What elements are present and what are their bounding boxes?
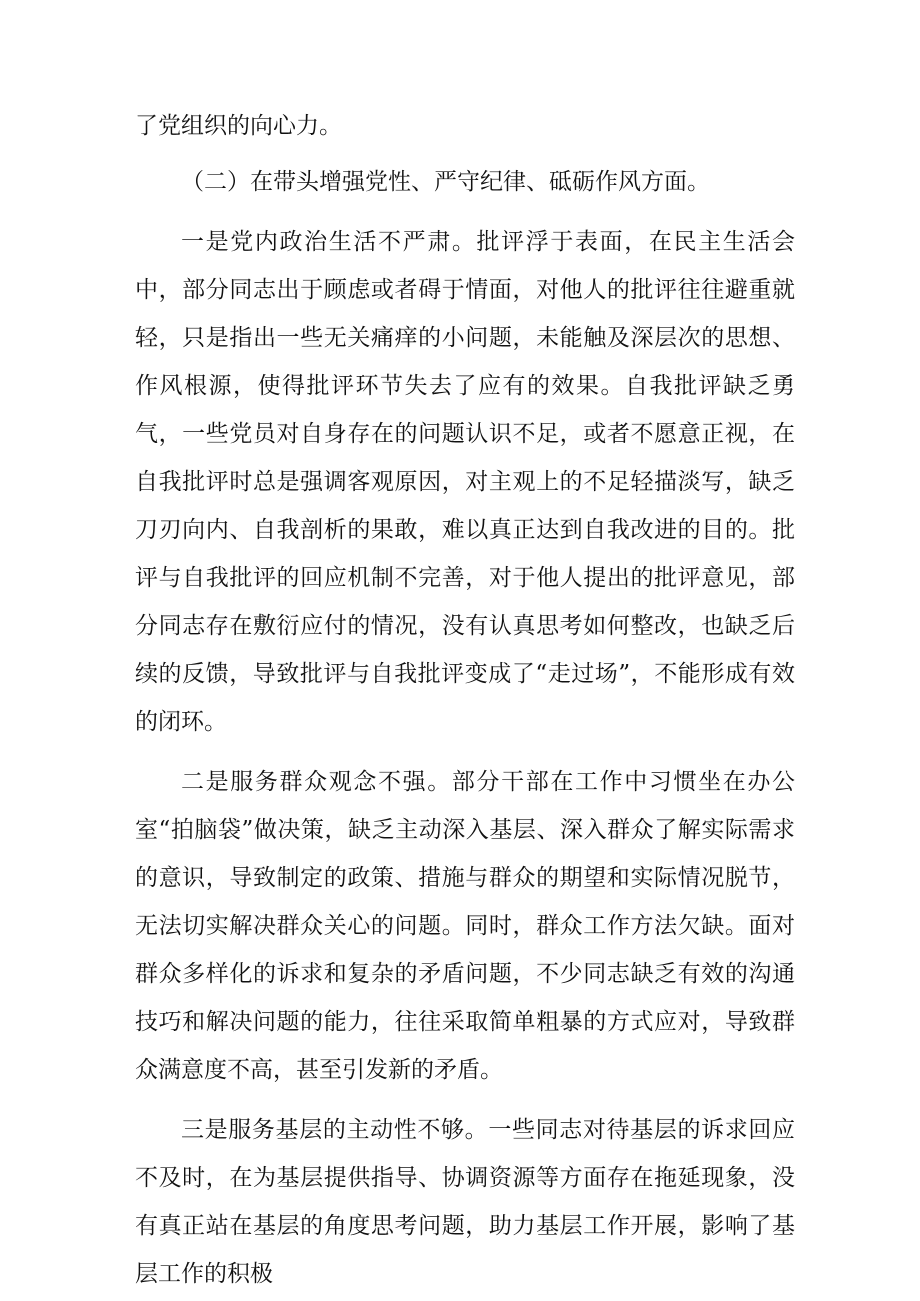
document-body bbox=[135, 102, 795, 1298]
paragraph-continuation: 了党组织的向心力。 bbox=[135, 113, 342, 139]
paragraph-serve-grassroots: 三是服务基层的主动性不够。一些同志对待基层的诉求回应不及时，在为基层提供指导、协调资源等方面存在拖延现象，没有真正站在基层的角度思考问题，助力基层工作开展，影响了基层工作的积极 bbox=[135, 1117, 795, 1287]
paragraph-party-life: 一是党内政治生活不严肃。批评浮于表面，在民主生活会中，部分同志出于顾虑或者碍于情面，对他人的批评往往避重就轻，只是指出一些无关痛痒的小问题，未能触及深层次的思想、作风根源，使得批评环节失去了应有的效果。自我批评缺乏勇气，一些党员对自身存在的问题认识不足，或者不愿意正视，在自我批评时总是强调客观原因，对主观上的不足轻描淡写，缺乏刀刃向内、自我剖析的果敢，难以真正达到自我改进的目的。批评与自我批评的回应机制不完善，对于他人提出的批评意见，部分同志存在敷衍应付的情况，没有认真思考如何整改，也缺乏后续的反馈，导致批评与自我批评变成了“走过场”，不能形成有效的闭环。 bbox=[135, 229, 795, 735]
paragraph-serve-masses: 二是服务群众观念不强。部分干部在工作中习惯坐在办公室“拍脑袋”做决策，缺乏主动深入基层、深入群众了解实际需求的意识，导致制定的政策、措施与群众的期望和实际情况脱节，无法切实解决群众关心的问题。同时，群众工作方法欠缺。面对群众多样化的诉求和复杂的矛盾问题，不少同志缺乏有效的沟通技巧和解决问题的能力，往往采取简单粗暴的方式应对，导致群众满意度不高，甚至引发新的矛盾。 bbox=[135, 769, 795, 1083]
section-heading: （二）在带头增强党性、严守纪律、砥砺作风方面。 bbox=[181, 169, 710, 195]
